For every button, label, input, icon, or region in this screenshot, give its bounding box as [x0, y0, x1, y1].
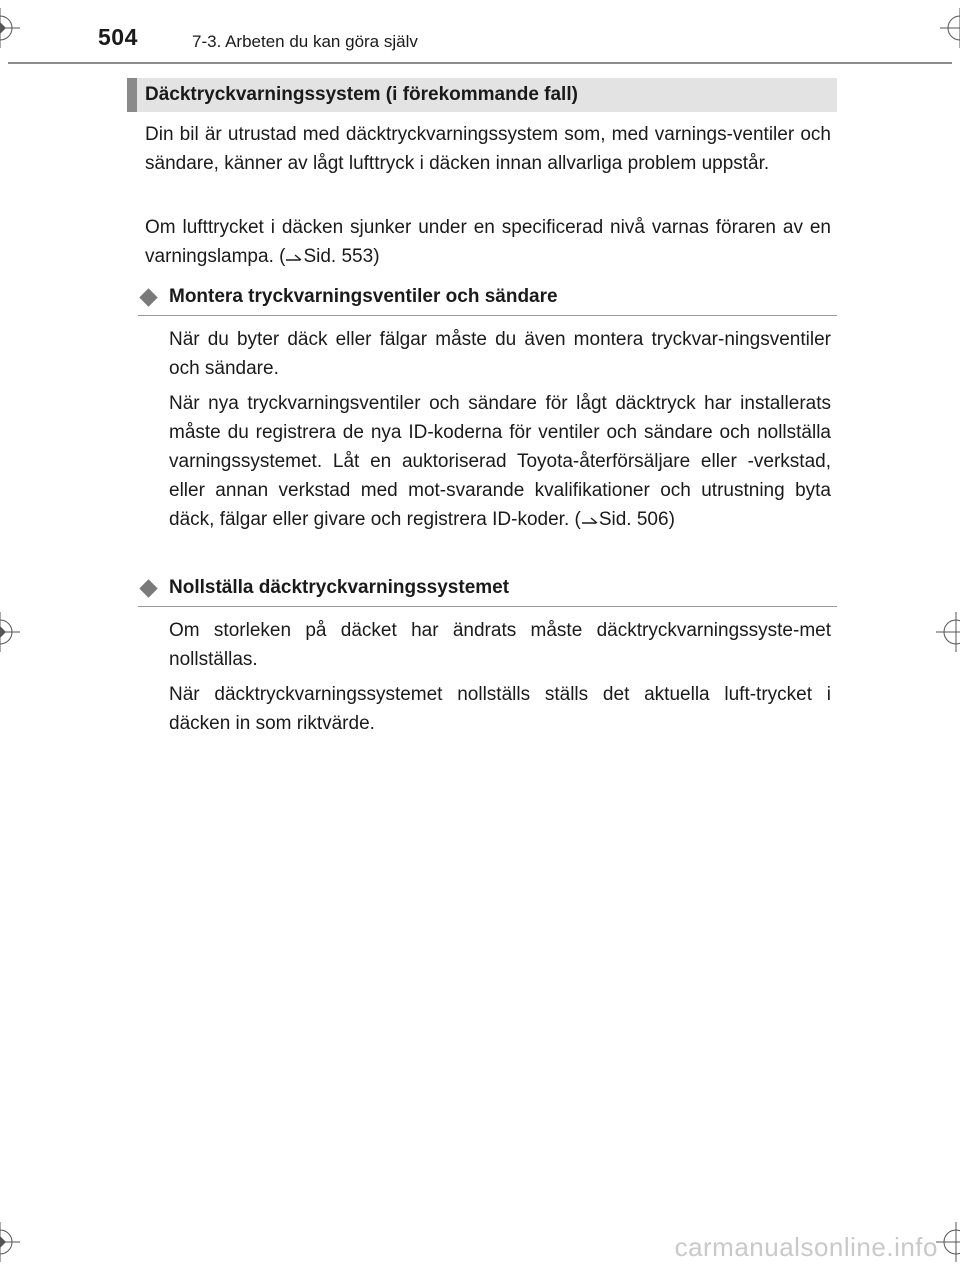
registration-mark-bottom-right — [936, 1222, 960, 1262]
body-paragraph: När du byter däck eller fälgar måste du även montera tryckvar-ningsventiler och sändare. — [169, 329, 831, 379]
subsection-title: Montera tryckvarningsventiler och sändare — [169, 286, 558, 307]
arrow-right-icon — [581, 505, 599, 534]
registration-mark-top-left — [0, 8, 20, 48]
running-head: 7-3. Arbeten du kan göra själv — [192, 32, 418, 51]
section-title: Däcktryckvarningssystem (i förekommande fall) — [145, 84, 578, 105]
section-heading — [127, 78, 837, 112]
diamond-bullet-icon — [139, 579, 157, 597]
body-paragraph: När nya tryckvarningsventiler och sändare för lågt däcktryck har installerats måste du registrera de nya ID-koderna för ventiler och sändare och nollställa varningssystemet. Låt en auktoriserad Toyota-återförsäljare eller -verkstad, eller annan verkstad med mot-svarande kvalifikationer och utrustning byta däck, fälgar eller givare och registrera ID-koder. ( Sid. 506) — [169, 389, 831, 534]
registration-mark-bottom-left — [0, 1222, 20, 1262]
registration-mark-mid-right — [936, 612, 960, 652]
registration-mark-mid-left — [0, 612, 20, 652]
registration-mark-top-right — [940, 8, 960, 48]
subsection-heading — [138, 282, 837, 312]
subsection-rule — [138, 315, 837, 316]
subsection-rule — [138, 606, 837, 607]
arrow-right-icon — [285, 242, 303, 271]
subsection-heading — [138, 573, 837, 603]
diamond-bullet-icon — [139, 288, 157, 306]
page-number: 504 — [98, 24, 138, 50]
subsection-title: Nollställa däcktryckvarningssystemet — [169, 577, 510, 598]
body-paragraph: När däcktryckvarningssystemet nollställs ställs det aktuella luft-trycket i däcken in som riktvärde. — [169, 684, 831, 734]
header-rule — [8, 62, 952, 64]
watermark: carmanualsonline.info — [674, 1232, 938, 1262]
xref-link[interactable]: Sid. 506 — [598, 509, 669, 530]
body-paragraph: Om storleken på däcket har ändrats måste däcktryckvarningssyste-met nollställas. — [169, 620, 831, 670]
xref-link[interactable]: Sid. 553 — [303, 246, 374, 267]
intro-paragraph-2: Om lufttrycket i däcken sjunker under en specificerad nivå varnas föraren av en varningslampa. ( Sid. 553) — [145, 213, 831, 271]
intro-paragraph-1: Din bil är utrustad med däcktryckvarningssystem som, med varnings-ventiler och sändare, känner av lågt lufttryck i däcken innan allvarliga problem uppstår. — [145, 124, 831, 174]
